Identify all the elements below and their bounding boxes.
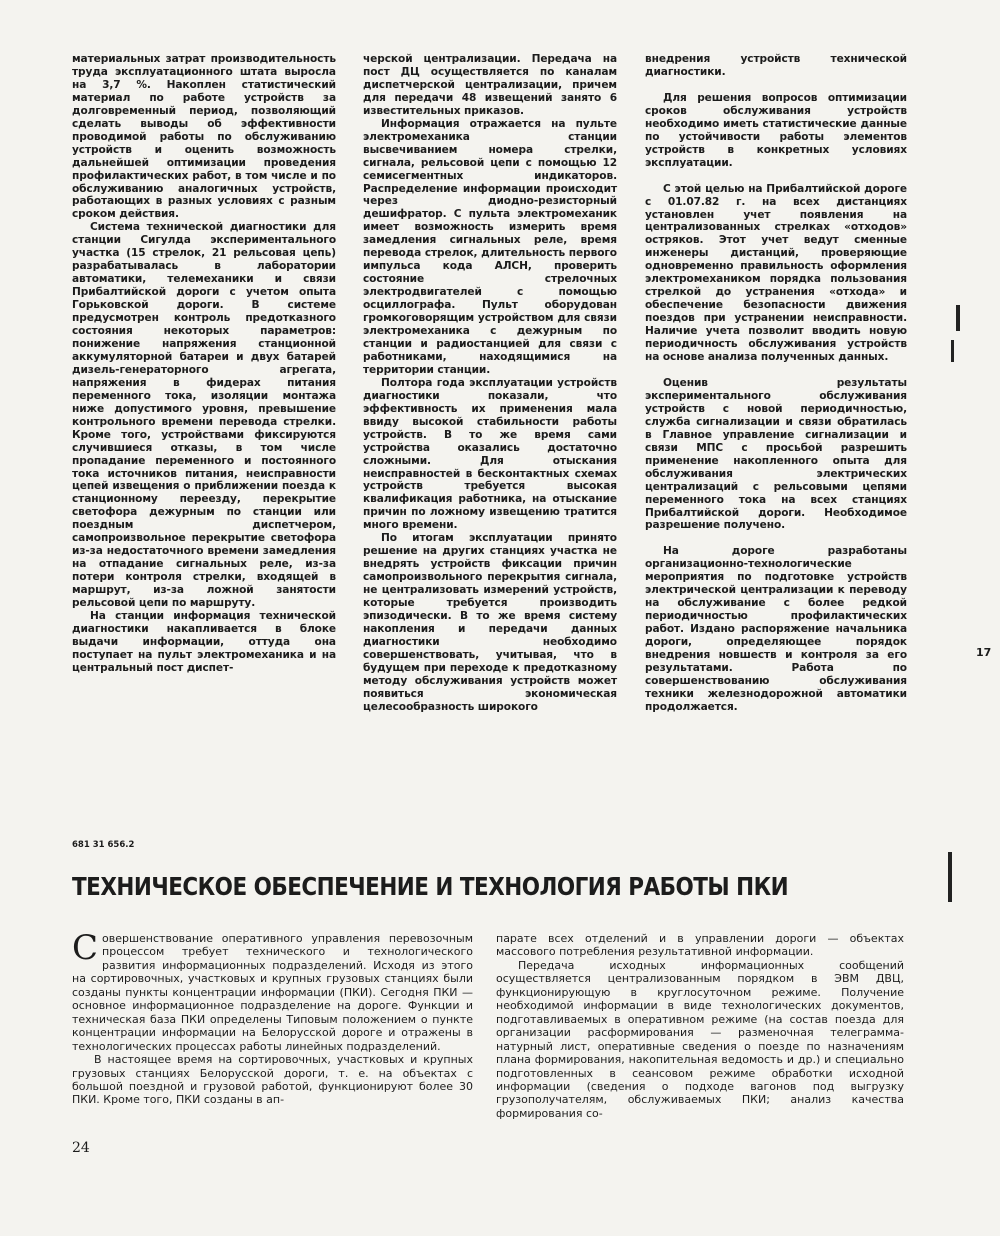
paragraph: На станции информация технической диагностики накапливается в блоке выдачи информации, оттуда она поступает на пульт электромеханика и на центральный пост диспет-: [72, 609, 336, 674]
paragraph: парате всех отделений и в управлении дороги — объектах массового потребления результативной информации.: [496, 932, 904, 959]
paragraph: [72, 928, 473, 1053]
article-column-2: [496, 932, 904, 1120]
paragraph: По итогам эксплуатации принято решение на других станциях участка не внедрять устройств фиксации причин самопроизвольного перекрытия сигнала, не централизовать измерений устройств, которые требуется производить эпизодически. В то же время систему накопления и передачи данных диагностики необходимо совершенствовать, учитывая, что в будущем при переходе к предотказному методу обслуживания устройств может появиться экономическая целесообразность широкого: [363, 532, 617, 713]
paragraph: Передача исходных информационных сообщений осуществляется централизованным порядком в ЭВМ ДВЦ, функционирующую в круглосуточном режиме. Получение необходимой информации в виде технологических документов, подготавливаемых в оперативном режиме (на состав поезда для организации расформирования — разменочная телеграмма-натурный лист, оперативные сведения о поезде по назначениям плана формирования, накопительная ведомость и др.) и специально подготовленных в сеансовом режиме обработки исходной информации (сведения о подходе вагонов под выгрузку грузополучателям, обслуживаемых ПКИ; анализ качества формирования со-: [496, 958, 904, 1120]
edge-mark: [948, 852, 952, 902]
paragraph: Система технической диагностики для станции Сигулда экспериментального участка (15 стрелок, 21 рельсовая цепь) разрабатывалась в лаборатории автоматики, телемеханики и связи Прибалтийской дороги с учетом опыта Горьковской дороги. В системе предусмотрен контроль предотказного состояния некоторых параметров: понижение напряжения станционной аккумуляторной батареи и двух батарей дизель-генераторного агрегата, напряжения в фидерах питания переменного тока, изоляции монтажа ниже допустимого уровня, превышение контрольного времени перевода стрелки. Кроме того, устройствами фиксируются случившиеся отказы, в том числе пропадание переменного и постоянного тока источников питания, неисправности цепей извещения о приближении поезда к станционному переезду, перекрытие светофора дежурным по станции или поездным диспетчером, самопроизвольное перекрытие светофора из-за недостаточного времени замедления на отпадание сигнальных реле, из-за потери контроля стрелки, входящей в маршрут, из-за ложной занятости рельсовой цепи по маршруту.: [72, 221, 336, 610]
side-page-number: 17: [976, 646, 992, 659]
paragraph: Для решения вопросов оптимизации сроков обслуживания устройств необходимо иметь статистические данные по устойчивости работы элементов устройств в конкретных условиях эксплуатации.: [645, 91, 907, 169]
paragraph: внедрения устройств технической диагностики.: [645, 53, 907, 78]
drop-cap: С: [72, 928, 99, 968]
text-column-3: [645, 53, 907, 714]
page-number: 24: [72, 1140, 90, 1156]
paragraph: черской централизации. Передача на пост ДЦ осуществляется по каналам диспетчерской централизации, причем для передачи 48 извещений занято 6 известительных приказов.: [363, 53, 617, 117]
paragraph: На дороге разработаны организационно-технологические мероприятия по подготовке устройств электрической централизации к переводу на обслуживание с более редкой периодичностью профилактических работ. Издано распоряжение начальника дороги, определяющее порядок внедрения новшеств и контроля за его результатами. Работа по совершенствованию обслуживания техники железнодорожной автоматики продолжается.: [645, 545, 907, 713]
paragraph: материальных затрат производительность труда эксплуатационного штата выросла на 3,7 %. Накоплен статистический материал по работе устройств за долговременный период, позволяющий сделать выводы об эффективности проводимой работы по обслуживанию устройств и оценить возможность дальнейшей оптимизации проведения профилактических работ, в том числе и по обслуживанию аналогичных устройств, работающих в разных условиях с разным сроком действия.: [72, 53, 336, 221]
edge-mark: [951, 340, 954, 362]
udc-code: 681 31 656.2: [72, 840, 135, 850]
article-column-1: [72, 928, 473, 1107]
paragraph: С этой целью на Прибалтийской дороге с 01.07.82 г. на всех дистанциях установлен учет появления на централизованных стрелках «отходов» остряков. Этот учет ведут сменные инженеры дистанций, проверяющие одновременно правильность оформления электромехаником порядка пользования стрелкой до устранения «отхода» и обеспечение безопасности движения поездов при устранении неисправности. Наличие учета позволит вводить новую периодичность обслуживания устройств на основе анализа полученных данных.: [645, 182, 907, 364]
paragraph-text: овершенствование оперативного управления перевозочным процессом требует технического и технологического развития информационных подразделений. Исходя из этого на сортировочных, участковых и крупных грузовых станциях были созданы пункты концентрации информации (ПКИ). Сегодня ПКИ — основное информационное подразделение на дороге. Функции и техническая база ПКИ определены Типовым положением о пункте концентрации информации на Белорусской дороге и отражены в технологических процессах работы линейных подразделений.: [72, 932, 473, 1053]
text-column-2: [363, 53, 617, 714]
paragraph: Информация отражается на пульте электромеханика станции высвечиванием номера стрелки, сигнала, рельсовой цепи с помощью 12 семисегментных индикаторов. Распределение информации происходит через диодно-резисторный дешифратор. С пульта электромеханик имеет возможность измерить время замедления сигнальных реле, время перевода стрелок, длительность первого импульса кода АЛСН, проверить состояние стрелочных электродвигателей с помощью осциллографа. Пульт оборудован громкоговорящим устройством для связи электромеханика с дежурным по станции и радиостанцией для связи с работниками, находящимися на территории станции.: [363, 117, 617, 376]
paragraph: Полтора года эксплуатации устройств диагностики показали, что эффективность их применения мала ввиду высокой стабильности работы устройств. В то же время сами устройства оказались достаточно сложными. Для отыскания неисправностей в бесконтактных схемах устройств требуется высокая квалификация работника, на отыскание причин по ложному извещению тратится много времени.: [363, 376, 617, 532]
paragraph: В настоящее время на сортировочных, участковых и крупных грузовых станциях Белорусской дороги, т. е. на объектах с большой поездной и грузовой работой, функционируют более 30 ПКИ. Кроме того, ПКИ созданы в ап-: [72, 1053, 473, 1107]
text-column-1: [72, 53, 336, 675]
edge-mark: [956, 305, 960, 331]
article-headline: ТЕХНИЧЕСКОЕ ОБЕСПЕЧЕНИЕ И ТЕХНОЛОГИЯ РАБОТЫ ПКИ: [72, 872, 789, 901]
paragraph: Оценив результаты экспериментального обслуживания устройств с новой периодичностью, служба сигнализации и связи обратилась в Главное управление сигнализации и связи МПС с просьбой разрешить применение накопленного опыта для обслуживания электрических централизаций с рельсовыми цепями переменного тока на всех станциях Прибалтийской дороги. Необходимое разрешение получено.: [645, 376, 907, 532]
